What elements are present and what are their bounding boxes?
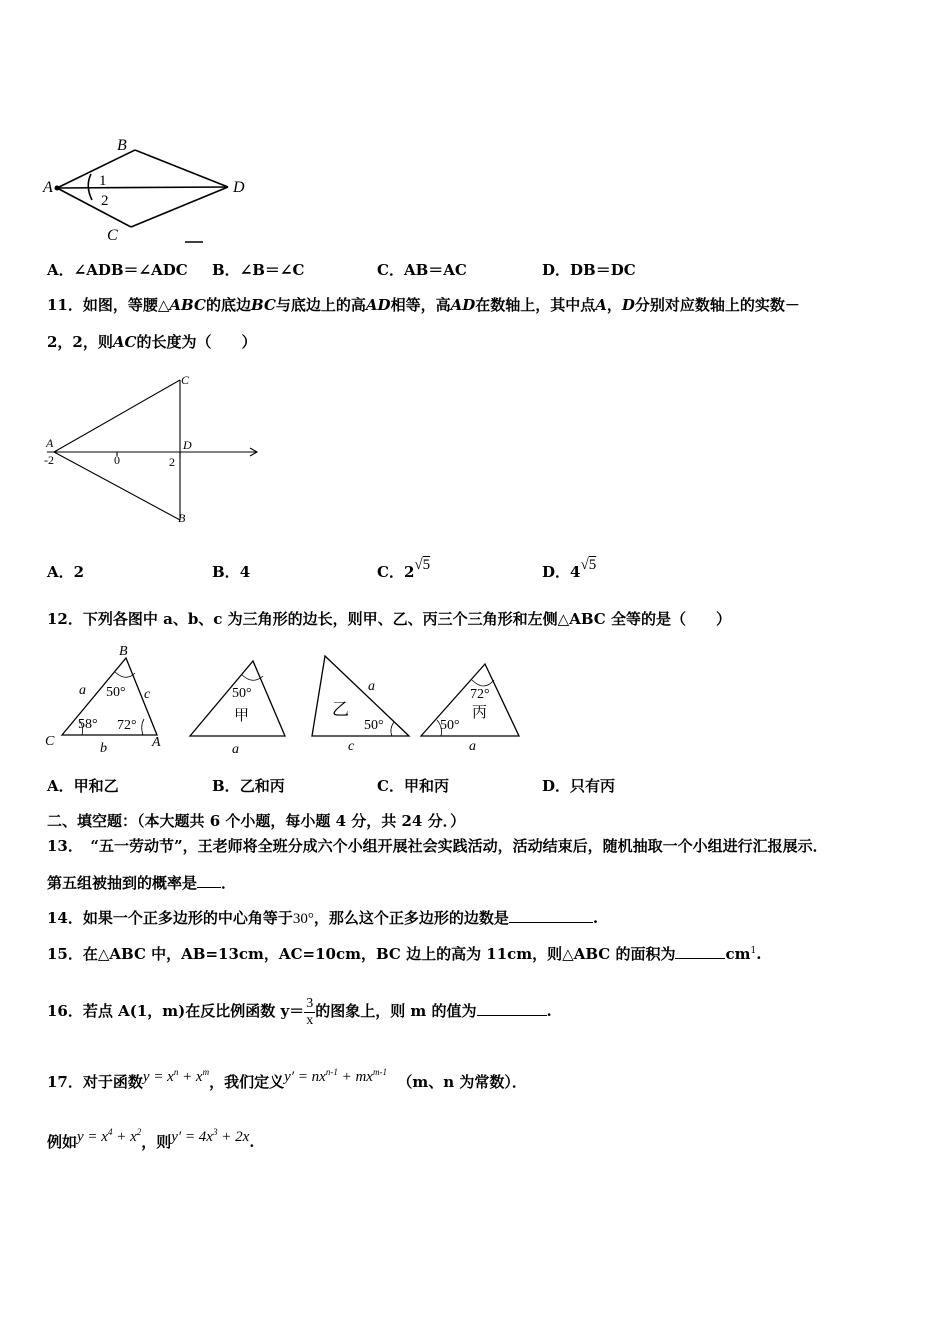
- q11-tick-2: 2: [169, 455, 175, 469]
- svg-text:c: c: [144, 687, 151, 702]
- svg-text:b: b: [100, 741, 107, 756]
- q12-option-c: C．甲和丙: [377, 777, 449, 795]
- q11-label-a: A: [46, 436, 54, 450]
- svg-text:甲: 甲: [234, 708, 250, 724]
- q16-fraction: $\frac{3}{x}$: [306, 995, 314, 1028]
- svg-text:72°: 72°: [117, 718, 137, 733]
- q12-triangle-jia: [190, 661, 285, 757]
- section-2-heading: 二、填空题：（本大题共 6 个小题，每小题 4 分，共 24 分．）: [47, 812, 466, 830]
- q12-triangle-bing: [421, 664, 519, 754]
- q14-stem: 14．如果一个正多边形的中心角等于30°，那么这个正多边形的边数是 .: [47, 909, 599, 927]
- q12-figures: [42, 640, 532, 760]
- svg-text:72°: 72°: [470, 687, 490, 702]
- q12-option-d: D．只有丙: [542, 777, 616, 795]
- svg-text:50°: 50°: [232, 686, 252, 701]
- svg-text:50°: 50°: [364, 718, 384, 733]
- q12-triangle-yi: [312, 656, 409, 754]
- q11-label-c: C: [181, 373, 190, 387]
- q13-line1: 13． “五一劳动节”，王老师将全班分成六个小组开展社会实践活动，活动结束后，随机抽取一个小组进行汇报展示．: [47, 837, 828, 855]
- svg-text:50°: 50°: [106, 685, 126, 700]
- svg-text:A: A: [152, 735, 161, 750]
- q11-tick-0: 0: [114, 453, 120, 467]
- svg-text:a: a: [79, 683, 86, 698]
- q17-stem: 17．对于函数$y = x^n + x^m$，我们定义$y' = nx^{n-1} + mx^{m-1}$ （m、n 为常数）．: [47, 1067, 527, 1091]
- q10-angle-1: 1: [99, 173, 107, 189]
- q11-figure: [42, 372, 267, 532]
- q14-answer-blank: [509, 908, 593, 923]
- q11-stem-line2: 2，2，则AC的长度为（ ）: [47, 333, 257, 351]
- q10-option-d: D．DB＝DC: [542, 261, 636, 279]
- q11-option-c: C．2√5: [377, 557, 431, 581]
- svg-text:a: a: [368, 679, 375, 694]
- q10-kite: [57, 150, 228, 242]
- q15-answer-blank: [675, 944, 725, 959]
- svg-text:C: C: [45, 734, 55, 749]
- q13-line2: 第五组被抽到的概率是 ．: [47, 874, 237, 892]
- q17-function-formula: $y = x^n + x^m$: [142, 1067, 210, 1085]
- q17-example-function: $y = x^4 + x^2$: [77, 1127, 142, 1145]
- q10-label-d: D: [233, 179, 245, 196]
- q17-example-derivative: $y' = 4x^3 + 2x$: [171, 1127, 250, 1145]
- q11-label-b: B: [178, 511, 186, 525]
- q16-answer-blank: [477, 1001, 547, 1016]
- q10-label-b: B: [117, 137, 127, 154]
- svg-text:c: c: [348, 739, 355, 754]
- q12-stem: 12．下列各图中 a、b、c 为三角形的边长，则甲、乙、丙三个三角形和左侧△ABC 全等的是（ ）: [47, 610, 731, 628]
- q10-option-c: C．AB＝AC: [377, 261, 467, 279]
- q17-derivative-formula: $y' = nx^{n-1} + mx^{m-1}$: [284, 1067, 387, 1085]
- svg-text:a: a: [469, 739, 476, 754]
- svg-text:58°: 58°: [78, 717, 98, 732]
- q15-stem: 15．在△ABC 中，AB=13cm，AC=10cm，BC 边上的高为 11cm，则△ABC 的面积为 $cm^1$.: [47, 945, 762, 963]
- q13-answer-blank: [197, 873, 221, 888]
- q11-option-a: A．2: [47, 563, 85, 581]
- q16-stem: 16．若点 A(1，m)在反比例函数 y＝ $\frac{3}{x}$ 的图象上，则 m 的值为 .: [47, 995, 552, 1028]
- q17-example: 例如$y = x^4 + x^2$，则$y' = 4x^3 + 2x$.: [47, 1127, 255, 1151]
- q10-label-a: A: [43, 179, 53, 196]
- q12-triangle-abc: [45, 644, 161, 756]
- svg-text:50°: 50°: [440, 718, 460, 733]
- svg-text:a: a: [232, 742, 239, 757]
- q11-stem-line1: 11．如图，等腰△ABC的底边BC与底边上的高AD相等，高AD在数轴上，其中点A，D分别对应数轴上的实数－: [47, 296, 800, 314]
- q10-label-c: C: [107, 227, 118, 244]
- q10-option-a: A．∠ADB＝∠ADC: [47, 261, 188, 279]
- q12-option-b: B．乙和丙: [212, 777, 285, 795]
- q10-angle-2: 2: [101, 193, 109, 209]
- q10-option-b: B．∠B＝∠C: [212, 261, 305, 279]
- q11-option-d: D．4√5: [542, 557, 597, 581]
- svg-text:B: B: [119, 644, 128, 659]
- svg-text:乙: 乙: [332, 700, 349, 719]
- q11-tick-neg2: -2: [44, 453, 54, 467]
- q11-option-b: B．4: [212, 563, 251, 581]
- q10-figure: [45, 130, 260, 245]
- svg-text:丙: 丙: [472, 705, 488, 721]
- q12-option-a: A．甲和乙: [47, 777, 119, 795]
- q11-label-d: D: [183, 438, 192, 452]
